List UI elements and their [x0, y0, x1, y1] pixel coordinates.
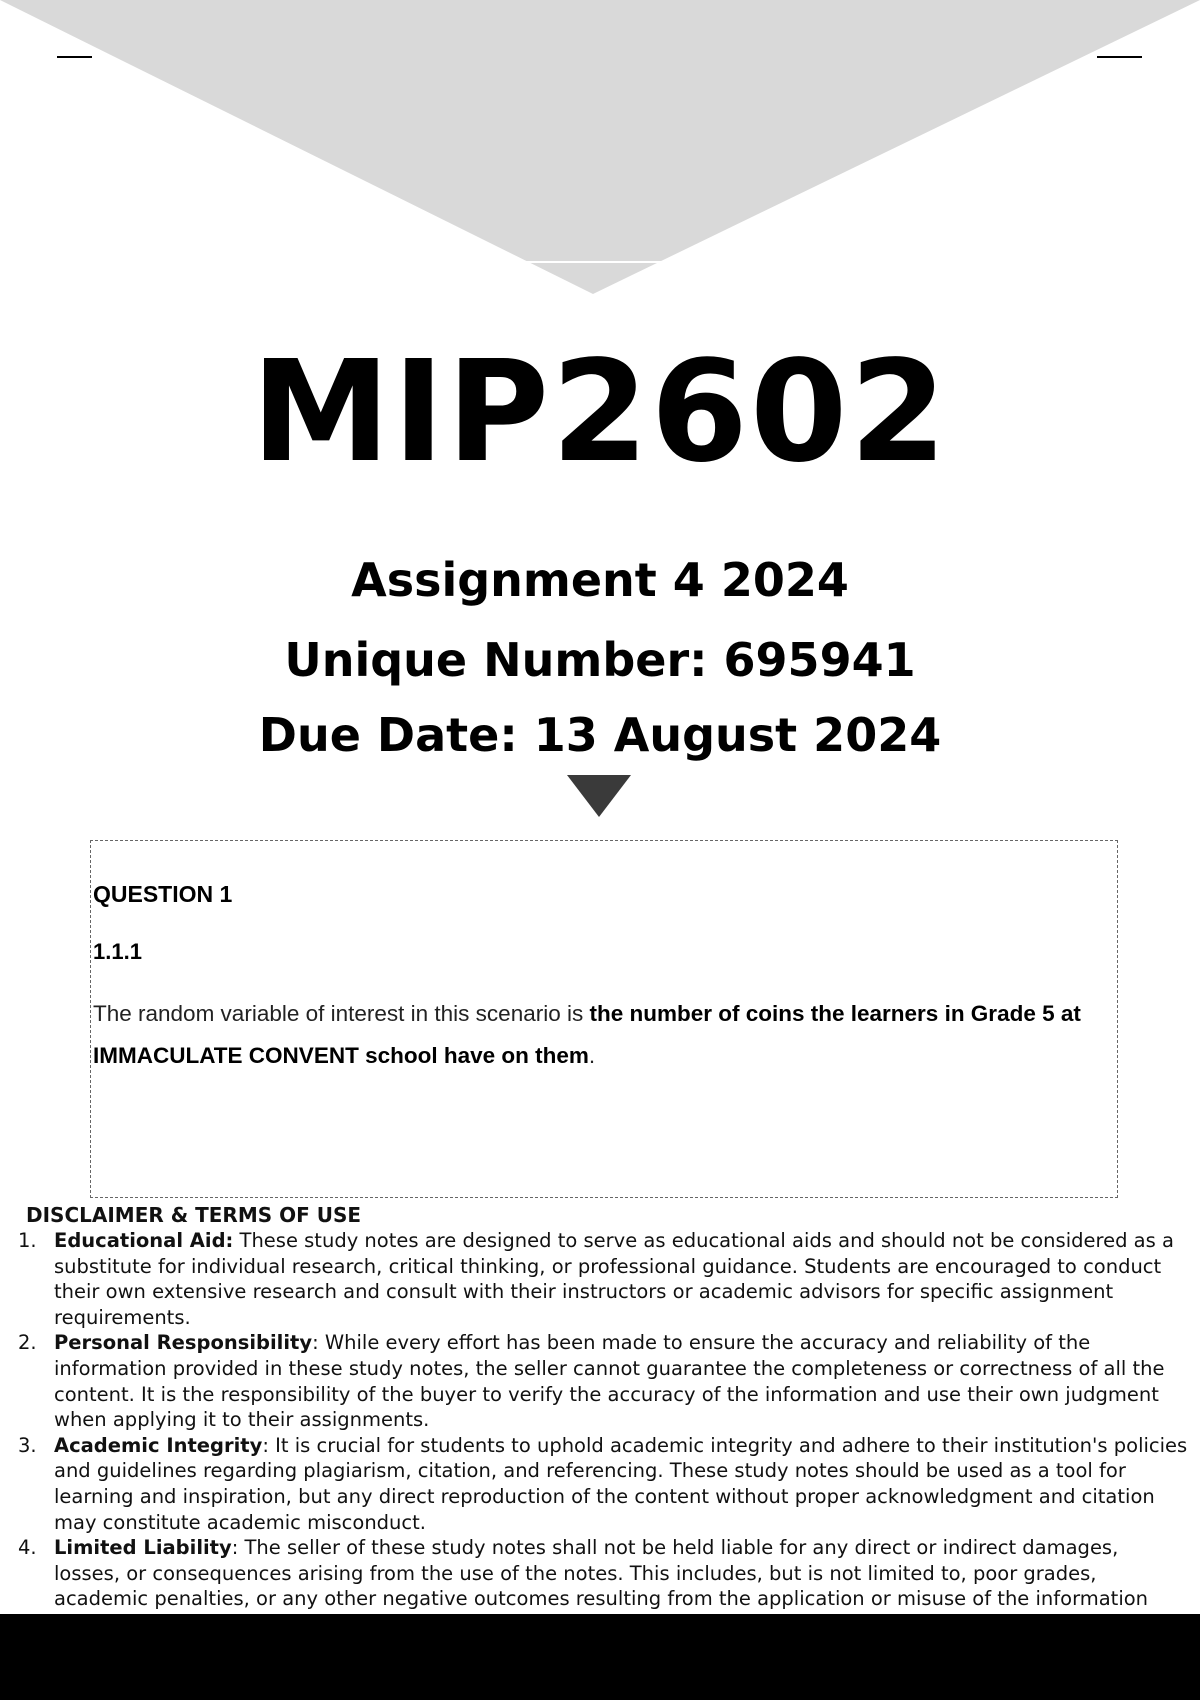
disclaimer-item-number: 4.	[18, 1536, 37, 1560]
disclaimer-title: DISCLAIMER & TERMS OF USE	[26, 1203, 362, 1227]
assignment-title: Assignment 4 2024	[351, 553, 849, 607]
disclaimer-item-text: : The seller of these study notes shall not be held liable for any direct or indirect damages, losses, or consequences arising from the use of the notes. This includes, but is not limited to, poor grades, academic penalties, or any other negative outcomes resulting from the application or misuse of the information	[54, 1536, 1149, 1611]
disclaimer-list	[18, 1228, 1190, 1612]
disclaimer-item-lead: Educational Aid:	[54, 1229, 234, 1252]
answer-preview-box	[90, 840, 1118, 1198]
disclaimer-item-lead: Personal Responsibility	[54, 1331, 313, 1355]
answer-prefix: The random variable of interest in this scenario is	[93, 1001, 590, 1026]
question-heading: QUESTION 1	[93, 881, 233, 907]
header-chevron-banner	[0, 0, 1200, 300]
down-triangle-icon	[567, 775, 631, 817]
disclaimer-item-text: These study notes are designed to serve as educational aids and should not be considered as a substitute for individual research, critical thinking, or professional guidance. Students are encouraged to conduct their own extensive research and consult with their instructors or academic advisors for specific assignment requirements.	[54, 1229, 1174, 1329]
disclaimer-item-lead: Academic Integrity	[54, 1433, 263, 1457]
course-code-title: MIP2602	[251, 331, 949, 494]
disclaimer-item-number: 1.	[18, 1229, 37, 1252]
disclaimer-item-lead: Limited Liability	[54, 1536, 232, 1560]
disclaimer-item-text: : It is crucial for students to uphold academic integrity and adhere to their institution's policies and guidelines regarding plagiarism, citation, and referencing. These study notes should be used as a tool for learning and inspiration, but any direct reproduction of the content without proper acknowledgment and citation may constitute academic misconduct.	[54, 1433, 1188, 1534]
disclaimer-item	[18, 1330, 1190, 1432]
disclaimer-section	[18, 1202, 1190, 1612]
bottom-black-bar	[0, 1614, 1200, 1700]
answer-suffix: .	[588, 1043, 596, 1068]
disclaimer-item-number: 2.	[18, 1331, 37, 1355]
disclaimer-item	[18, 1535, 1190, 1612]
disclaimer-item-number: 3.	[18, 1433, 37, 1457]
disclaimer-item	[18, 1228, 1190, 1330]
answer-bold: the number of coins the learners in Grade 5 at IMMACULATE CONVENT school have on them	[93, 1001, 1081, 1068]
due-date: Due Date: 13 August 2024	[258, 708, 942, 762]
question-answer-text	[93, 993, 1113, 1077]
unique-number: Unique Number: 695941	[284, 633, 916, 687]
question-sub-number: 1.1.1	[93, 939, 142, 964]
disclaimer-item-text: : While every effort has been made to ensure the accuracy and reliability of the information provided in these study notes, the seller cannot guarantee the completeness or correctness of all the content. It is the responsibility of the buyer to verify the accuracy of the information and use their own judgment when applying it to their assignments.	[54, 1331, 1165, 1432]
disclaimer-item	[18, 1433, 1190, 1535]
